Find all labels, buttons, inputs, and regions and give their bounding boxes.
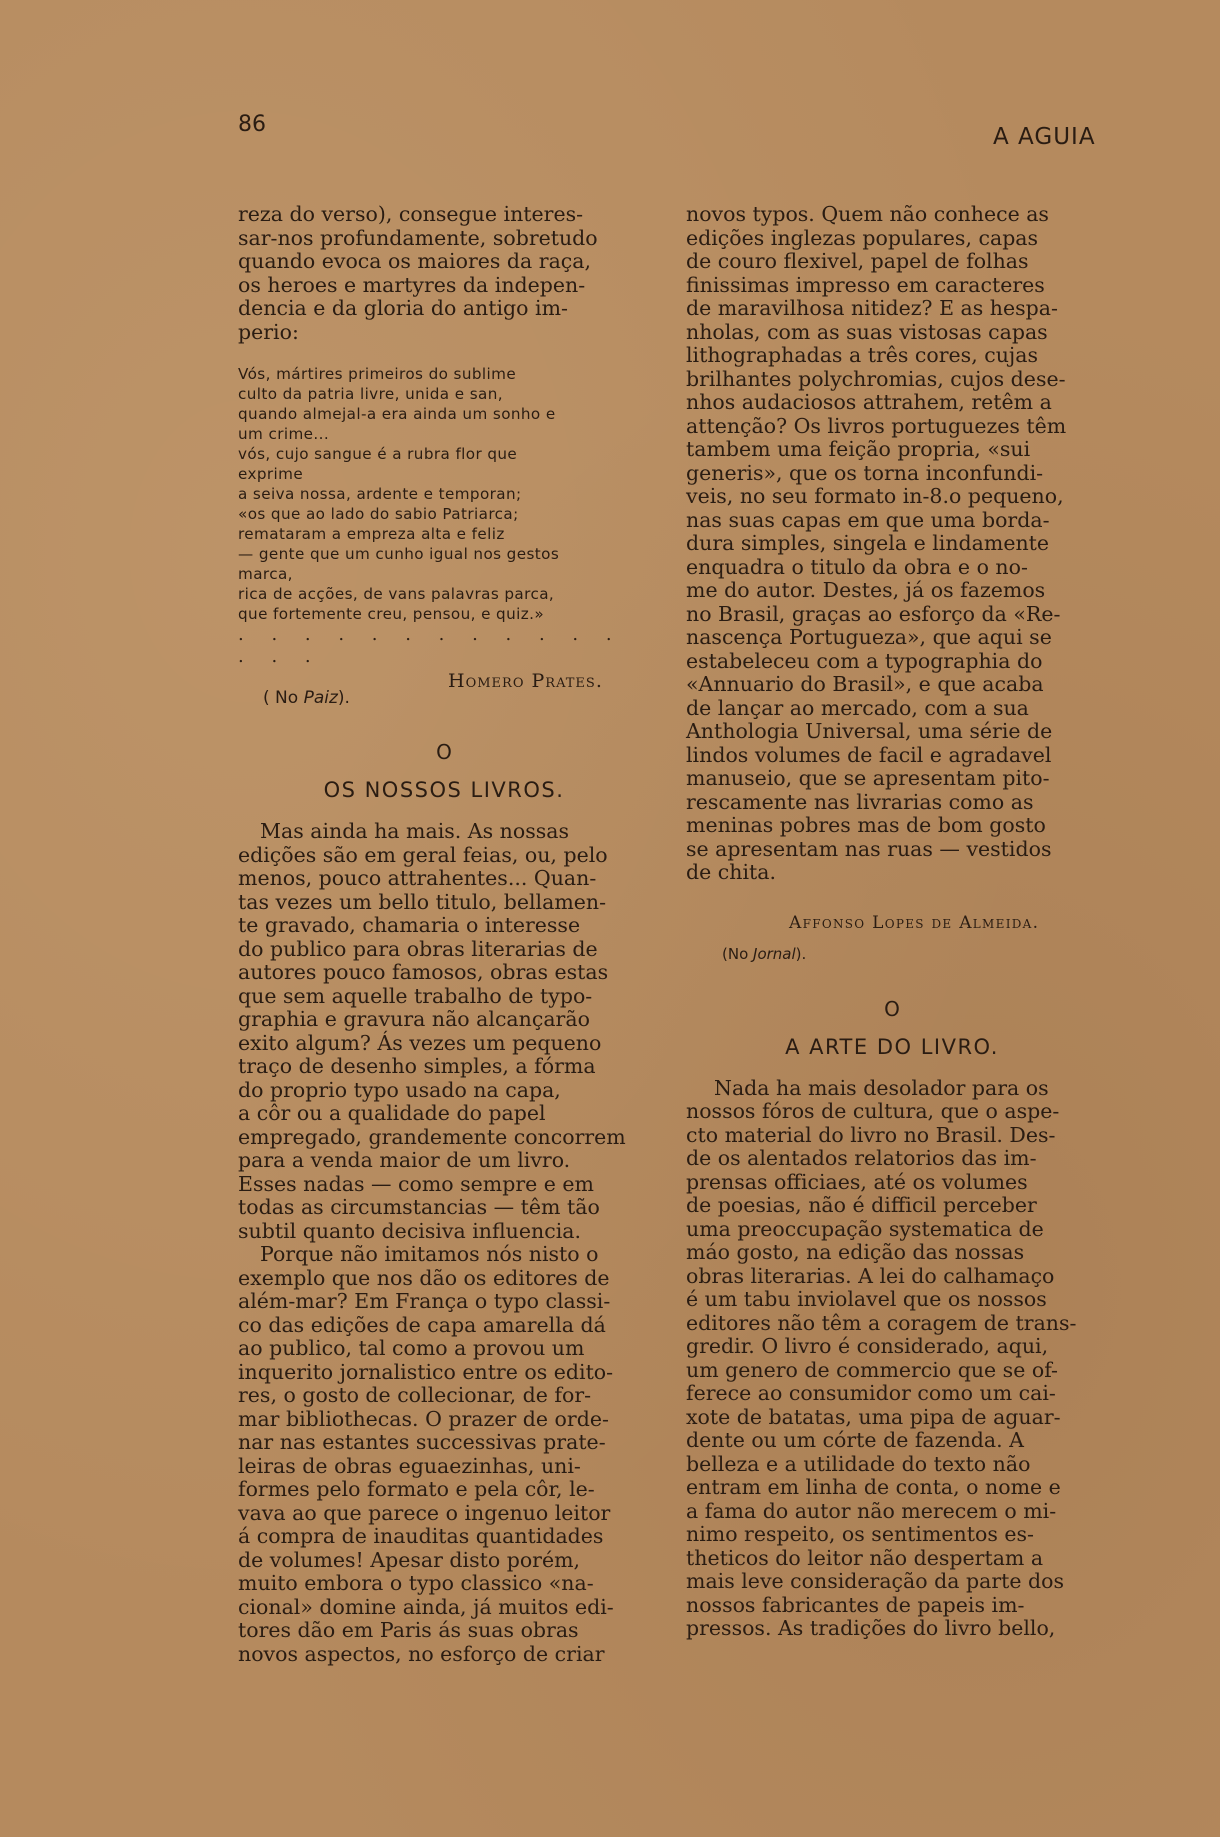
article-author: Affonso Lopes de Almeida.	[789, 912, 1040, 933]
left-column	[238, 203, 650, 1666]
intro-paragraph: reza do verso), consegue interes- sar-nos profundamente, sobretudo quando evoca os maiores da raça, os heroes e martyres da indepen- dencia e da gloria do antigo im- perio:	[238, 202, 598, 344]
article-paragraph: Nada ha mais desolador para os nossos fóros de cultura, que o aspe- cto material do livro no Brasil. Des- de os alentados relatorios das im- prensas officiaes, até os volumes de poesias, não é difficil perceber uma preoccupação systematica de máo gosto, na edição das nossas obras literarias. A lei do calhamaço é um tabu inviolavel que os nossos editores não têm a coragem de trans- gredir. O livro é considerado, aqui, um genero de commercio que se of- ferece ao consumidor como um cai- xote de batatas, uma pipa de aguar- dente ou um córte de fazenda. A belleza e a utilidade do texto não entram em linha de conta, o nome e a fama do autor não merecem o mi- nimo respeito, os sentimentos es- theticos do leitor não despertam a mais leve consideração da parte dos nossos fabricantes de papeis im- pressos. As tradições do livro bello,	[686, 1075, 1077, 1640]
section-separator: O	[884, 996, 900, 1021]
right-column	[686, 203, 1098, 1641]
poem-verse: Vós, mártires primeiros do sublime culto da patria livre, unida e san, quando almejal-a era ainda um sonho e um crime... vós, cujo sangue é a rubra flor que exprime a seiva nossa, ardente e temporan; «os que ao lado do sabio Patriarca; remataram a empreza alta e feliz — gente que um cunho igual nos gestos marca, rica de acções, de vans palavras parca, que fortemente creu, pensou, e quiz.»	[238, 365, 560, 623]
poem-source: ( No Paiz).	[263, 688, 350, 708]
article-source: (No Jornal).	[722, 944, 807, 963]
article-paragraph: Porque não imitamos nós nisto o exemplo que nos dão os editores de além-mar? Em França o typo classi- co das edições de capa amarella dá ao publico, tal como a provou um inquerito jornalistico entre os edito- res, o gosto de collecionar, de for- mar bibliothecas. O prazer de orde- nar nas estantes successivas prate- leiras de obras eguaezinhas, uni- formes pelo formato e pela côr, le- vava ao que parece o ingenuo leitor á compra de inauditas quantidades de volumes! Apesar disto porém, muito embora o typo classico «na- cional» domine ainda, já muitos edi- tores dão em Paris ás suas obras novos aspectos, no esforço de criar	[238, 1242, 614, 1666]
section-separator: O	[436, 740, 452, 764]
article-title: A ARTE DO LIVRO.	[785, 1034, 999, 1059]
ellipsis-row: . . . . . . . . . . . . . . .	[238, 624, 623, 667]
article-title: OS NOSSOS LIVROS.	[323, 778, 565, 802]
poem-signature	[238, 668, 650, 728]
poem-author: Homero Prates.	[448, 670, 603, 692]
article-paragraph: novos typos. Quem não conhece as edições inglezas populares, capas de couro flexivel, papel de folhas finissimas impresso em caracteres de maravilhosa nitidez? E as hespa- nholas, com as suas vistosas capas lithographadas a três cores, cujas brilhantes polychromias, cujos dese- nhos audaciosos attrahem, retêm a attenção? Os livros portuguezes têm tambem uma feição propria, «sui generis», que os torna inconfundi- veis, no seu formato in-8.o pequeno, nas suas capas em que uma borda- dura simples, singela e lindamente enquadra o titulo da obra e o no- me do autor. Destes, já os fazemos no Brasil, graças ao esforço da «Re- nascença Portugueza», que aqui se estabeleceu com a typographia do «Annuario do Brasil», e que acaba de lançar ao mercado, com a sua Anthologia Universal, uma série de lindos volumes de facil e agradavel manuseio, que se apresentam pito- rescamente nas livrarias como as meninas pobres mas de bom gosto se apresentam nas ruas — vestidos de chita.	[686, 202, 1067, 884]
running-title: A AGUIA	[993, 124, 1096, 150]
article-paragraph: Mas ainda ha mais. As nossas edições são em geral feias, ou, pelo menos, pouco attrahentes... Quan- tas vezes um bello titulo, bellamen- te gravado, chamaria o interesse do publico para obras literarias de autores pouco famosos, obras estas que sem aquelle trabalho de typo- graphia e gravura não alcançarão exito algum? Ás vezes um pequeno traço de desenho simples, a fórma do proprio typo usado na capa, a côr ou a qualidade do papel empregado, grandemente concorrem para a venda maior de um livro. Esses nadas — como sempre e em todas as circumstancias — têm tão subtil quanto decisiva influencia.	[238, 819, 626, 1243]
page-number: 86	[238, 112, 266, 137]
